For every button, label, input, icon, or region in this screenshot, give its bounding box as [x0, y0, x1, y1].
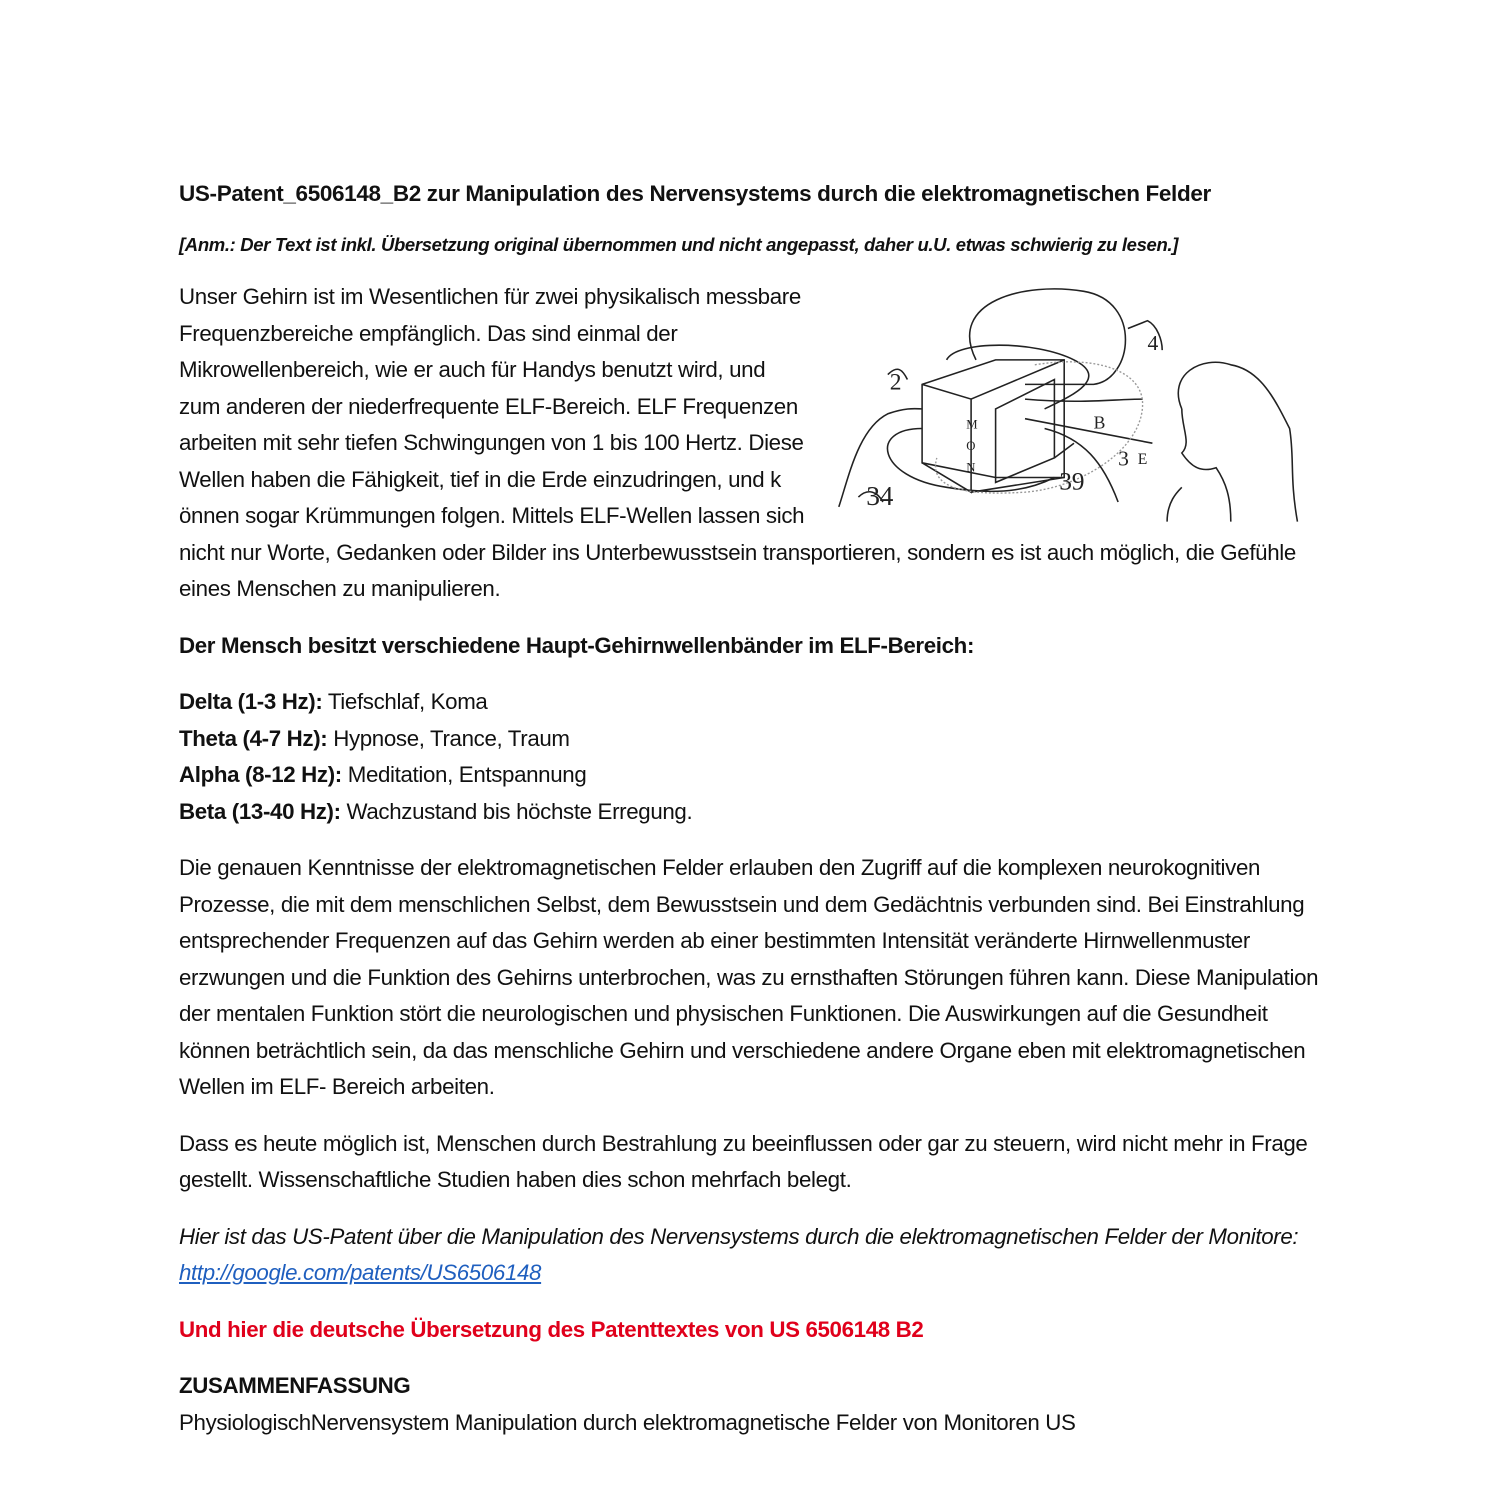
figure-label-34: 34 — [866, 480, 894, 511]
band-desc: Tiefschlaf, Koma — [322, 689, 488, 714]
summary-heading: ZUSAMMENFASSUNG — [179, 1373, 411, 1398]
band-name: Theta (4-7 Hz): — [179, 725, 328, 751]
band-item-delta — [179, 684, 1339, 721]
band-desc: Hypnose, Trance, Traum — [327, 725, 570, 751]
body-paragraph-2: Die genauen Kenntnisse der elektromagnetischen Felder erlauben den Zugriff auf die komplexen neurokognitiven Prozesse, die mit dem menschlichen Selbst, dem Bewusstsein und dem Gedächtnis verbunden sind. Bei Einstrahlung entsprechender Frequenzen auf das Gehirn werden ab einer bestimmten Intensität veränderte Hirnwellenmuster erzwungen und die Funktion des Gehirns unterbrochen, was zu ernsthaften Störungen führen kann. Diese Manipulation der mentalen Funktion stört die neurologischen und physischen Funktionen. Die Auswirkungen auf die Gesundheit können beträchtlich sein, da das menschliche Gehirn und verschiedene andere Organe eben mit elektromagnetischen Wellen im ELF- Bereich arbeiten. — [179, 855, 1319, 1099]
intro-paragraph: Unser Gehirn ist im Wesentlichen für zwei physikalisch messbare Frequenzbereiche empfänglich. Das sind einmal der Mikrowellenbereich, wie er auch für Handys benutzt wird, und zum anderen der niederfrequente ELF-Bereich. ELF Frequenzen arbeiten mit sehr tiefen Schwingungen von 1 bis 100 Hertz. Diese Wellen haben die Fähigkeit, tief in die Erde einzudringen, und k önnen sogar Krümmungen folgen. Mittels ELF-Wellen lassen sich nicht nur Worte, Gedanken oder Bilder ins Unterbewusstsein transportieren, sondern es ist auch möglich, die Gefühle eines Menschen zu manipulieren. — [179, 284, 1296, 601]
figure-label-3: 3 — [1118, 446, 1129, 471]
band-item-theta — [179, 721, 1339, 758]
band-item-beta — [179, 794, 1339, 831]
translation-heading: Und hier die deutsche Übersetzung des Patenttextes von US 6506148 B2 — [179, 1316, 924, 1342]
patent-reference-text: Hier ist das US-Patent über die Manipulation des Nervensystems durch die elektromagnetischen Felder der Monitore: — [179, 1223, 1299, 1249]
patent-figure-monitor-illustration — [829, 279, 1319, 529]
figure-label-2: 2 — [889, 369, 902, 396]
figure-label-n: N — [966, 460, 976, 475]
brainwave-band-list — [179, 684, 1339, 830]
document-page — [179, 176, 1339, 1461]
document-title: US-Patent_6506148_B2 zur Manipulation des Nervensystems durch die elektromagnetischen Felder — [179, 181, 1211, 206]
body-paragraph-3: Dass es heute möglich ist, Menschen durch Bestrahlung zu beeinflussen oder gar zu steuern, wird nicht mehr in Frage gestellt. Wissenschaftliche Studien haben dies schon mehrfach belegt. — [179, 1130, 1308, 1192]
band-name: Alpha (8-12 Hz): — [179, 762, 342, 787]
translation-note: [Anm.: Der Text ist inkl. Übersetzung original übernommen und nicht angepasst, daher u.U. etwas schwierig zu lesen.] — [179, 233, 1179, 255]
figure-label-m: M — [966, 417, 978, 432]
patent-link[interactable]: http://google.com/patents/US6506148 — [179, 1260, 542, 1285]
band-item-alpha — [179, 757, 1339, 794]
figure-label-39: 39 — [1059, 466, 1085, 496]
figure-label-b: B — [1093, 412, 1106, 433]
figure-label-o: O — [966, 439, 976, 454]
bands-heading: Der Mensch besitzt verschiedene Haupt-Gehirnwellenbänder im ELF-Bereich: — [179, 632, 975, 658]
figure-label-4: 4 — [1147, 331, 1158, 356]
figure-label-e: E — [1137, 450, 1147, 468]
band-name: Beta (13-40 Hz): — [179, 798, 341, 824]
band-name: Delta (1-3 Hz): — [179, 689, 323, 714]
summary-text: PhysiologischNervensystem Manipulation durch elektromagnetische Felder von Monitoren US — [179, 1409, 1076, 1435]
band-desc: Meditation, Entspannung — [341, 762, 587, 787]
patent-reference-paragraph — [179, 1219, 1339, 1292]
band-desc: Wachzustand bis höchste Erregung. — [340, 798, 693, 824]
